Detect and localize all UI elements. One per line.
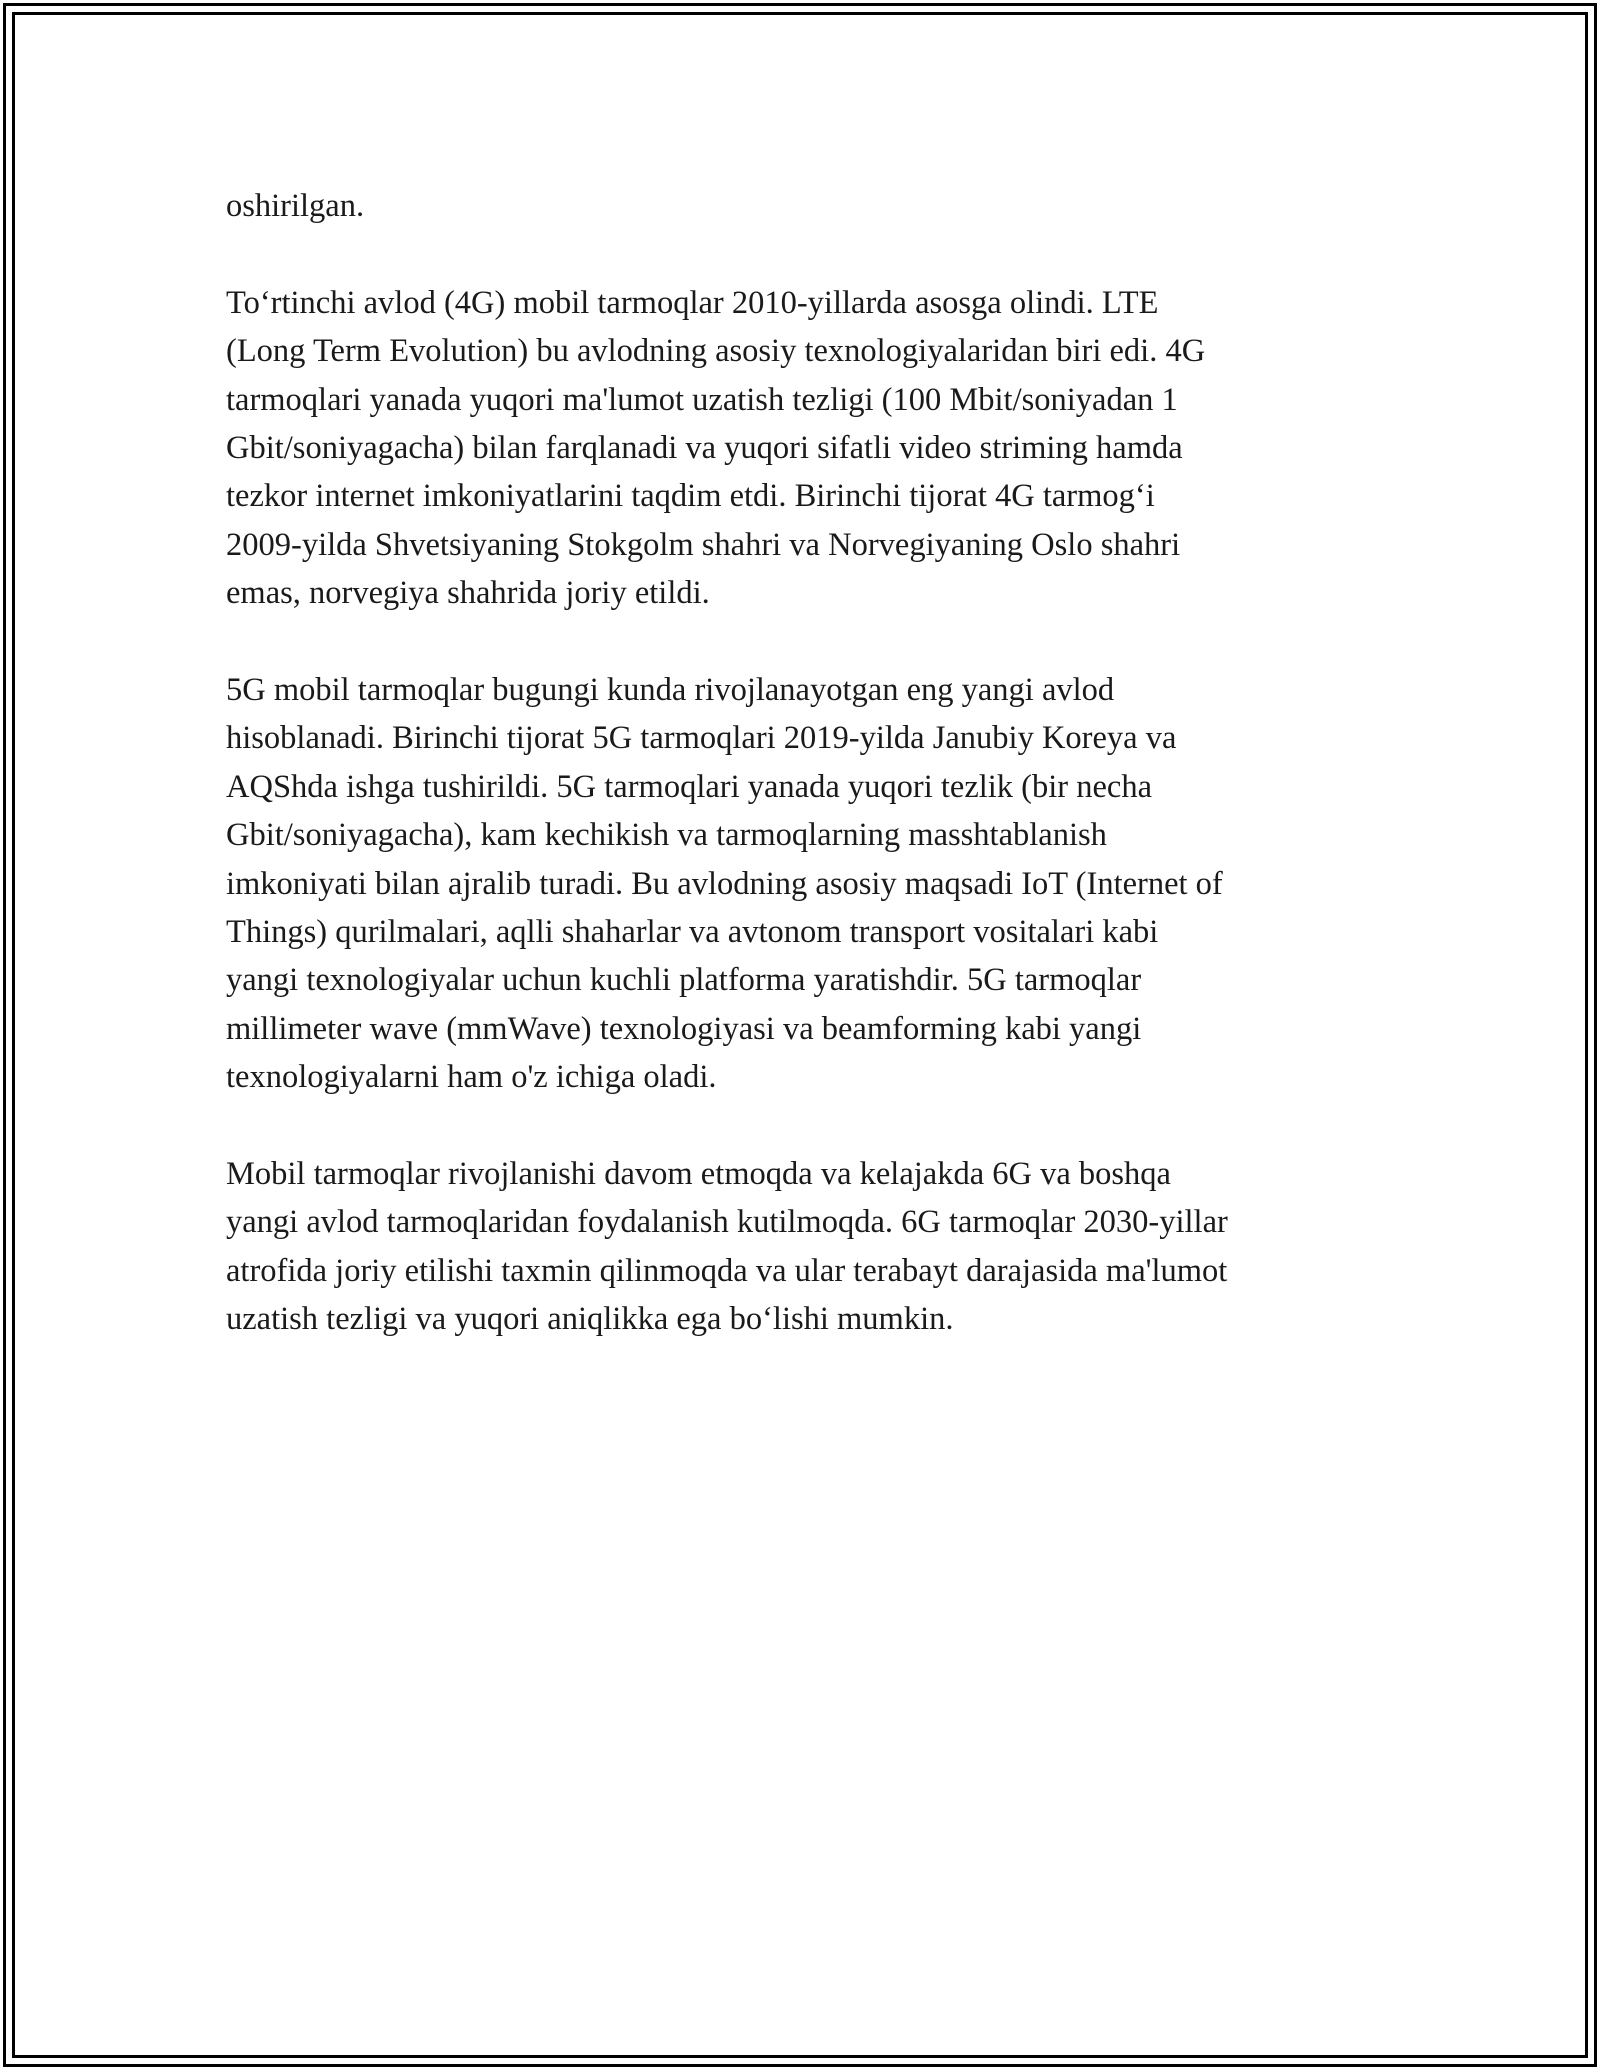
paragraph-5g: 5G mobil tarmoqlar bugungi kunda rivojlanayotgan eng yangi avlod hisoblanadi. Birinchi tijorat 5G tarmoqlari 2019-yilda Janubiy Koreya va AQShda ishga tushirildi. 5G tarmoqlari yanada yuqori tezlik (bir necha Gbit/soniyagacha), kam kechikish va tarmoqlarning masshtablanish imkoniyati bilan ajralib turadi. Bu avlodning asosiy maqsadi IoT (Internet of Things) qurilmalari, aqlli shaharlar va avtonom transport vositalari kabi yangi texnologiyalar uchun kuchli platforma yaratishdir. 5G tarmoqlar millimeter wave (mmWave) texnologiyasi va beamforming kabi yangi texnologiyalarni ham o'z ichiga oladi. (226, 672, 1223, 1096)
paragraph-4g: To‘rtinchi avlod (4G) mobil tarmoqlar 2010-yillarda asosga olindi. LTE (Long Term Evolution) bu avlodning asosiy texnologiyalaridan biri edi. 4G tarmoqlari yanada yuqori ma'lumot uzatish tezligi (100 Mbit/soniyadan 1 Gbit/soniyagacha) bilan farqlanadi va yuqori sifatli video striming hamda tezkor internet imkoniyatlarini taqdim etdi. Birinchi tijorat 4G tarmog‘i 2009-yilda Shvetsiyaning Stokgolm shahri va Norvegiyaning Oslo shahri emas, norvegiya shahrida joriy etildi. (226, 284, 1206, 612)
paragraph-6g: Mobil tarmoqlar rivojlanishi davom etmoqda va kelajakda 6G va boshqa yangi avlod tarmoqlaridan foydalanish kutilmoqda. 6G tarmoqlar 2030-yillar atrofida joriy etilishi taxmin qilinmoqda va ular terabayt darajasida ma'lumot uzatish tezligi va yuqori aniqlikka ega bo‘lishi mumkin. (226, 1156, 1228, 1338)
paragraph-continuation: oshirilgan. (226, 188, 365, 224)
document-body (226, 182, 1376, 1392)
